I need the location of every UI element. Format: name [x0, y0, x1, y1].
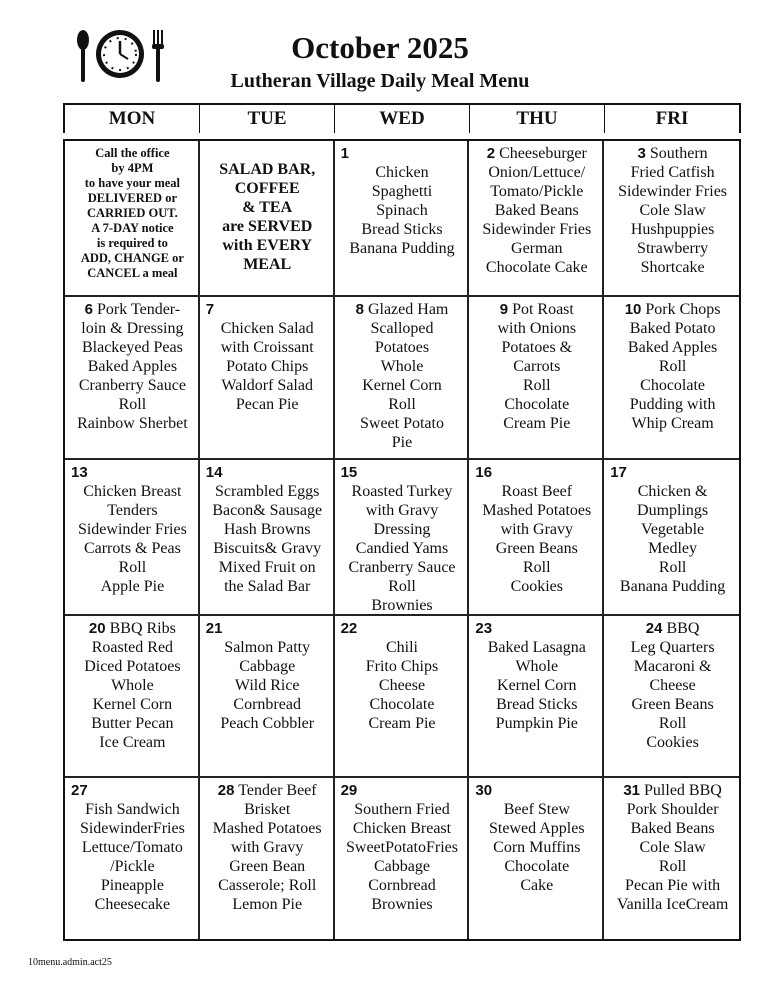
menu-item: Tender Beef: [238, 782, 317, 799]
day-cell: [200, 297, 335, 460]
menu-item: /Pickle: [110, 858, 155, 875]
menu-item: Spaghetti: [371, 183, 433, 200]
day-cell: [335, 297, 470, 460]
menu-item: Candied Yams: [355, 540, 449, 557]
day-header: [475, 300, 598, 319]
menu-list: [475, 800, 598, 895]
menu-item: Mashed Potatoes: [212, 820, 322, 837]
menu-item: Spinach: [376, 202, 428, 219]
menu-item: Roll: [658, 858, 687, 875]
menu-item: the Salad Bar: [224, 578, 311, 595]
menu-item: Brisket: [244, 801, 291, 818]
menu-item: Cranberry Sauce: [348, 559, 456, 576]
menu-list: [475, 319, 598, 433]
day-header: [475, 463, 598, 482]
menu-item: Scrambled Eggs: [214, 483, 320, 500]
day-number: 21: [205, 620, 223, 637]
menu-list: [610, 482, 735, 596]
menu-item: Cabbage: [374, 858, 430, 875]
menu-item: Sweet Potato: [359, 415, 444, 432]
menu-item: Bacon& Sausage: [212, 502, 323, 519]
page-title: October 2025: [291, 30, 469, 65]
menu-item: Roll: [118, 396, 147, 413]
menu-item: Chicken Breast: [352, 820, 452, 837]
weekday-header: FRI: [655, 108, 689, 129]
notice-line: CARRIED OUT.: [87, 206, 178, 220]
menu-list: [341, 319, 464, 452]
salad-line: with EVERY: [222, 237, 313, 254]
menu-item: Scalloped: [370, 320, 434, 337]
menu-calendar: [63, 103, 741, 941]
menu-item: Wild Rice: [234, 677, 300, 694]
menu-list: [610, 319, 735, 433]
menu-item: Dumplings: [637, 502, 709, 519]
day-number: 15: [340, 464, 358, 481]
menu-item: Roast Beef: [501, 483, 573, 500]
menu-item: Hushpuppies: [630, 221, 715, 238]
menu-item: with Gravy: [500, 521, 573, 538]
menu-list: [610, 638, 735, 752]
menu-item: Pineapple: [100, 877, 164, 894]
menu-item: Shortcake: [640, 259, 705, 276]
day-number: 16: [475, 464, 493, 481]
menu-list: [475, 482, 598, 596]
menu-item: Pot Roast: [512, 301, 574, 318]
menu-item: Waldorf Salad: [221, 377, 313, 394]
menu-item: Pork Tender-: [97, 301, 181, 318]
menu-item: Peach Cobbler: [220, 715, 315, 732]
weekday-header: MON: [65, 105, 200, 133]
menu-item: Roasted Red: [91, 639, 174, 656]
day-number: 28: [217, 782, 235, 799]
menu-list: [71, 319, 194, 433]
menu-item: Glazed Ham: [367, 301, 449, 318]
menu-list: [475, 163, 598, 277]
menu-item: Chicken Salad: [220, 320, 314, 337]
menu-item: Roll: [118, 559, 147, 576]
day-cell: [604, 616, 739, 778]
menu-list: [475, 638, 598, 733]
day-number: 2: [486, 145, 496, 162]
day-number: 9: [499, 301, 509, 318]
menu-item: BBQ Ribs: [109, 620, 176, 637]
menu-item: Pie: [391, 434, 413, 451]
menu-item: German: [511, 240, 563, 257]
menu-item: Cornbread: [368, 877, 436, 894]
day-header: [71, 781, 194, 800]
menu-item: Baked Potato: [629, 320, 716, 337]
menu-item: Fried Catfish: [630, 164, 715, 181]
menu-item: Sidewinder Fries: [482, 221, 592, 238]
day-cell: [200, 141, 335, 297]
menu-list: [341, 482, 464, 615]
day-header: [71, 300, 194, 319]
notice-line: A 7-DAY notice: [91, 221, 174, 235]
menu-item: SidewinderFries: [79, 820, 185, 837]
day-cell: [604, 460, 739, 616]
page-header: [190, 30, 570, 94]
day-header: [206, 619, 329, 638]
salad-line: MEAL: [243, 256, 292, 273]
menu-item: Frito Chips: [365, 658, 439, 675]
day-header: [341, 781, 464, 800]
menu-item: Kernel Corn: [362, 377, 442, 394]
day-header: [71, 619, 194, 638]
menu-item: BBQ: [666, 620, 700, 637]
day-number: 24: [645, 620, 663, 637]
day-number: 22: [340, 620, 358, 637]
menu-item: Green Beans: [631, 696, 714, 713]
menu-item: Pecan Pie: [235, 396, 299, 413]
weeks-grid: [63, 139, 741, 941]
menu-item: loin & Dressing: [81, 320, 184, 337]
day-header: [206, 781, 329, 800]
salad-line: are SERVED: [222, 218, 313, 235]
menu-item: Cream Pie: [503, 415, 571, 432]
menu-item: Banana Pudding: [619, 578, 726, 595]
day-header: [341, 619, 464, 638]
menu-list: [206, 319, 329, 414]
day-header: [341, 463, 464, 482]
menu-list: [341, 163, 464, 258]
day-cell: [604, 778, 739, 939]
menu-list: [206, 800, 329, 914]
menu-item: Carrots & Peas: [83, 540, 181, 557]
notice-line: to have your meal: [84, 176, 181, 190]
menu-item: Baked Apples: [627, 339, 718, 356]
day-number: 29: [340, 782, 358, 799]
menu-list: [610, 163, 735, 277]
menu-item: Potatoes: [374, 339, 430, 356]
menu-list: [206, 482, 329, 596]
day-cell: [65, 297, 200, 460]
menu-item: Chocolate: [504, 396, 570, 413]
menu-item: Butter Pecan: [91, 715, 174, 732]
menu-item: Tenders: [107, 502, 158, 519]
menu-item: Pudding with: [629, 396, 716, 413]
menu-item: with Gravy: [365, 502, 439, 519]
menu-item: Cookies: [646, 734, 699, 751]
day-cell: [335, 460, 470, 616]
notice-line: ADD, CHANGE or: [80, 251, 184, 265]
menu-item: Baked Beans: [494, 202, 579, 219]
day-cell: [469, 297, 604, 460]
day-cell: [469, 141, 604, 297]
menu-item: with Croissant: [220, 339, 314, 356]
menu-item: Corn Muffins: [493, 839, 581, 856]
menu-item: Chicken &: [637, 483, 708, 500]
menu-item: Cabbage: [239, 658, 296, 675]
menu-item: Dressing: [373, 521, 431, 538]
menu-item: Pumpkin Pie: [495, 715, 578, 732]
menu-item: Roll: [523, 377, 551, 394]
day-number: 31: [623, 782, 641, 799]
menu-item: Baked Apples: [87, 358, 178, 375]
day-cell: [200, 616, 335, 778]
menu-item: Lemon Pie: [232, 896, 303, 913]
menu-item: Fish Sandwich: [85, 801, 180, 818]
day-header: [341, 144, 464, 163]
menu-item: Pork Chops: [645, 301, 721, 318]
menu-item: Sidewinder Fries: [77, 521, 187, 538]
salad-line: SALAD BAR,: [219, 161, 316, 178]
notice-line: by 4PM: [111, 161, 154, 175]
menu-item: Bread Sticks: [496, 696, 578, 713]
menu-item: Potato Chips: [226, 358, 309, 375]
day-header: [610, 144, 735, 163]
day-number: 23: [475, 620, 493, 637]
menu-item: Cheesecake: [94, 896, 171, 913]
day-cell: [335, 616, 470, 778]
menu-item: Baked Lasagna: [487, 639, 586, 656]
day-number: 14: [205, 464, 223, 481]
day-cell: [335, 141, 470, 297]
day-header: [71, 463, 194, 482]
menu-item: Cheese: [378, 677, 426, 694]
day-cell: [65, 778, 200, 939]
menu-item: Roll: [388, 578, 416, 595]
menu-list: [341, 638, 464, 733]
menu-item: Tomato/Pickle: [490, 183, 584, 200]
menu-item: Roll: [658, 559, 687, 576]
day-cell: [469, 778, 604, 939]
menu-item: Potatoes &: [501, 339, 573, 356]
menu-item: Brownies: [371, 896, 433, 913]
menu-item: Onion/Lettuce/: [488, 164, 586, 181]
day-cell: [469, 460, 604, 616]
menu-item: Rainbow Sherbet: [77, 415, 188, 432]
weekday-header: THU: [470, 105, 605, 133]
menu-item: Brownies: [371, 597, 433, 614]
menu-item: Chicken Breast: [83, 483, 182, 500]
menu-item: Leg Quarters: [630, 639, 715, 656]
menu-item: Sidewinder Fries: [618, 183, 728, 200]
menu-item: Cheeseburger: [499, 145, 587, 162]
menu-item: with Onions: [497, 320, 577, 337]
weekday-header-row: [63, 103, 741, 133]
menu-item: Medley: [648, 540, 698, 557]
menu-item: Carrots: [513, 358, 561, 375]
menu-item: Roasted Turkey: [351, 483, 453, 500]
menu-list: [341, 800, 464, 914]
footer-code: 10menu.admin.act25: [28, 957, 112, 968]
menu-item: Mixed Fruit on: [218, 559, 316, 576]
menu-item: Southern Fried: [354, 801, 450, 818]
menu-item: Ice Cream: [99, 734, 166, 751]
page-subtitle: Lutheran Village Daily Meal Menu: [230, 70, 530, 92]
notice-line: is required to: [96, 236, 168, 250]
menu-item: Roll: [388, 396, 416, 413]
day-cell: [65, 616, 200, 778]
day-header: [475, 144, 598, 163]
menu-list: [71, 638, 194, 752]
day-number: 10: [624, 301, 642, 318]
menu-item: Whip Cream: [631, 415, 714, 432]
day-cell: [604, 141, 739, 297]
menu-item: Mashed Potatoes: [482, 502, 592, 519]
notice-line: Call the office: [95, 146, 170, 160]
menu-item: Whole: [111, 677, 154, 694]
menu-item: Stewed Apples: [489, 820, 585, 837]
day-header: [341, 300, 464, 319]
menu-item: Chicken: [375, 164, 429, 181]
day-header: [610, 619, 735, 638]
day-header: [206, 300, 329, 319]
day-number: 6: [84, 301, 93, 318]
menu-item: Salmon Patty: [224, 639, 311, 656]
menu-item: Cole Slaw: [639, 839, 706, 856]
menu-item: Southern: [649, 145, 708, 162]
menu-list: [71, 482, 194, 596]
day-number: 27: [71, 782, 88, 799]
meal-notice: [71, 144, 194, 281]
menu-item: Roll: [523, 559, 551, 576]
menu-item: Pecan Pie with: [625, 877, 721, 894]
menu-item: Blackeyed Peas: [81, 339, 183, 356]
day-header: [475, 781, 598, 800]
menu-item: Apple Pie: [100, 578, 165, 595]
menu-item: Cake: [520, 877, 554, 894]
day-cell: [65, 141, 200, 297]
menu-item: Cranberry Sauce: [78, 377, 186, 394]
menu-item: Cheese: [649, 677, 696, 694]
menu-item: Green Bean: [229, 858, 306, 875]
salad-line: COFFEE: [234, 180, 300, 197]
menu-item: Hash Browns: [223, 521, 311, 538]
menu-item: Chocolate: [504, 858, 570, 875]
weekday-header: TUE: [200, 105, 335, 133]
menu-item: Vanilla IceCream: [616, 896, 729, 913]
day-cell: [65, 460, 200, 616]
menu-item: Lettuce/Tomato: [81, 839, 183, 856]
day-cell: [200, 460, 335, 616]
day-number: 3: [637, 145, 646, 162]
day-header: [610, 781, 735, 800]
salad-line: & TEA: [242, 199, 293, 216]
menu-item: Roll: [658, 358, 687, 375]
day-cell: [469, 616, 604, 778]
menu-item: Beef Stew: [503, 801, 570, 818]
salad-bar-note: [206, 144, 329, 274]
day-cell: [604, 297, 739, 460]
menu-item: Roll: [658, 715, 687, 732]
menu-item: Chocolate Cake: [485, 259, 588, 276]
menu-item: Cream Pie: [368, 715, 436, 732]
clock-fork-knife-icon: [74, 26, 170, 86]
day-number: 30: [475, 782, 493, 799]
menu-list: [71, 800, 194, 914]
menu-item: Casserole; Roll: [218, 877, 317, 894]
menu-item: Chili: [385, 639, 418, 656]
menu-item: Whole: [380, 358, 424, 375]
menu-item: Macaroni &: [633, 658, 712, 675]
menu-item: Strawberry: [637, 240, 709, 257]
menu-list: [206, 638, 329, 733]
menu-item: Chocolate: [369, 696, 435, 713]
weekday-header: WED: [335, 105, 470, 133]
day-cell: [335, 778, 470, 939]
menu-item: Vegetable: [641, 521, 705, 538]
menu-item: Pork Shoulder: [626, 801, 719, 818]
menu-item: Pulled BBQ: [644, 782, 722, 799]
notice-line: DELIVERED or: [87, 191, 178, 205]
day-number: 8: [355, 301, 364, 318]
day-header: [206, 463, 329, 482]
menu-item: Green Beans: [495, 540, 578, 557]
menu-item: Chocolate: [640, 377, 706, 394]
notice-line: CANCEL a meal: [87, 266, 178, 280]
day-header: [475, 619, 598, 638]
day-number: 20: [88, 620, 106, 637]
menu-item: Banana Pudding: [349, 240, 455, 257]
menu-item: Diced Potatoes: [84, 658, 181, 675]
menu-item: with Gravy: [230, 839, 304, 856]
menu-item: Whole: [515, 658, 559, 675]
day-header: [610, 463, 735, 482]
menu-item: Baked Beans: [630, 820, 715, 837]
menu-item: Kernel Corn: [497, 677, 577, 694]
menu-item: Bread Sticks: [361, 221, 443, 238]
menu-item: Cornbread: [233, 696, 301, 713]
day-number: 1: [340, 145, 349, 162]
day-header: [610, 300, 735, 319]
menu-list: [610, 800, 735, 914]
menu-item: Kernel Corn: [92, 696, 173, 713]
day-number: 7: [205, 301, 215, 318]
menu-item: Biscuits& Gravy: [213, 540, 322, 557]
day-number: 13: [71, 464, 88, 481]
menu-item: Cookies: [510, 578, 564, 595]
day-number: 17: [610, 464, 627, 481]
menu-item: Cole Slaw: [639, 202, 706, 219]
day-cell: [200, 778, 335, 939]
menu-item: SweetPotatoFries: [345, 839, 458, 856]
